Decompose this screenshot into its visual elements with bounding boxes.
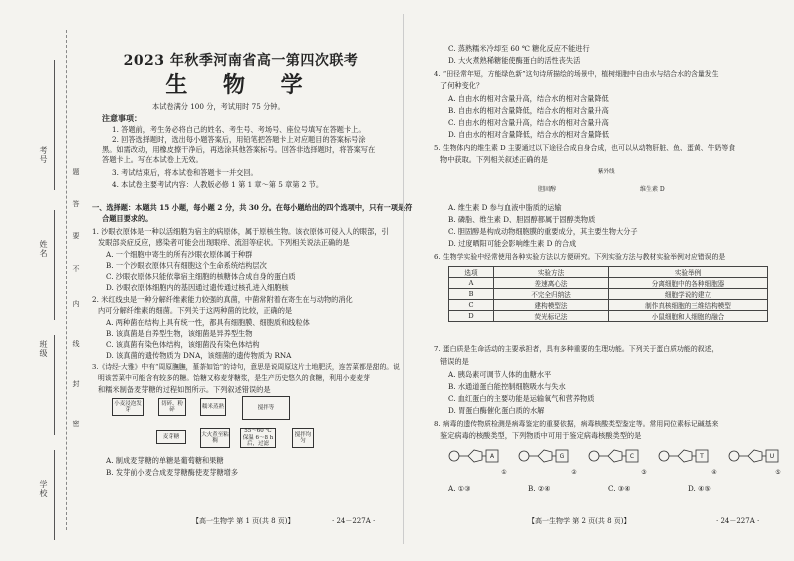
flow-box-chop: 切碎、粉碎 xyxy=(158,398,186,416)
flow-box-soak: 小麦浸泡发芽 xyxy=(112,398,144,416)
flow-box-boil: 大火煮至粘稠 xyxy=(200,428,230,448)
q8-option-a: A. ①③ xyxy=(448,484,471,493)
name-label: 姓名 xyxy=(39,240,48,258)
phosphate-icon xyxy=(519,451,529,461)
seal-char-5: 不 xyxy=(72,265,80,273)
sugar-icon xyxy=(538,450,552,462)
name-line xyxy=(54,210,55,320)
q5-option-a: A. 维生素 D 参与血液中脂质的运输 xyxy=(448,203,562,212)
q6-cell: 差速离心法 xyxy=(494,278,609,289)
phosphate-icon xyxy=(659,451,669,461)
q5-diagram-left: 胆固醇 xyxy=(538,186,557,193)
q6-cell: 制作真核细胞的三维结构模型 xyxy=(609,300,768,311)
q6-cell: A xyxy=(449,278,494,289)
q2-option-d: D. 该真菌的遗传物质为 DNA，该细菌的遗传物质为 RNA xyxy=(106,351,292,360)
seal-char-4: 内 xyxy=(72,300,80,308)
q5-stem-1: 5. 生物体内的维生素 D 主要通过以下途径合成自身合成，也可以从动物肝脏、鱼、蛋黄、牛奶等食 xyxy=(434,144,736,152)
q8-item-3: ③ xyxy=(641,469,647,476)
table-row xyxy=(449,300,768,311)
q8-option-b: B. ②④ xyxy=(528,484,551,493)
seal-char-2: 封 xyxy=(72,380,80,388)
q3-stem-1: 3.《诗经·大雅》中有“周原膴膴，堇荼如饴”的诗句，意思是说周原这片土地肥沃，连苦菜都是甜的。说 xyxy=(92,363,400,371)
q5-option-d: D. 过度晒阳可能会影响维生素 D 的合成 xyxy=(448,239,577,248)
q8-item-4: ④ xyxy=(711,469,717,476)
q6-stem: 6. 生物学实验中经常使用各种实验方法以方便研究。下列实验方法与教材实验举例对应错误的是 xyxy=(434,253,726,261)
q6-header-option: 选项 xyxy=(449,267,494,278)
class-label: 班级 xyxy=(39,340,48,358)
class-line xyxy=(54,335,55,435)
notes-heading: 注意事项： xyxy=(102,113,142,123)
section1-heading-1: 一、选择题：本题共 15 小题，每小题 2 分，共 30 分。在每小题给出的四个选项中，只有一项是符 xyxy=(92,203,413,212)
q3-stem-2: 明该苦菜中可能含有较多的糖。饴糖又称麦芽糖浆，是生产历史悠久的食糖，利用小麦麦芽 xyxy=(98,374,370,382)
q1-option-a: A. 一个细胞中寄生的所有沙眼衣原体属于种群 xyxy=(106,250,253,259)
phosphate-icon xyxy=(589,451,599,461)
q3-stem-3: 和糯米制备麦芽糖的过程如图所示。下列叙述错误的是 xyxy=(98,385,271,394)
q6-table xyxy=(448,266,768,322)
q6-header-example: 实验举例 xyxy=(609,267,768,278)
q1-stem-1: 1. 沙眼衣原体是一种以活细胞为宿主的病原体，属于原核生物。该衣原体可侵入人的眼部，引 xyxy=(92,227,389,236)
q6-cell: 细胞学说的建立 xyxy=(609,289,768,300)
q6-cell: 荧光标记法 xyxy=(494,311,609,322)
school-line xyxy=(54,450,55,540)
phosphate-icon xyxy=(729,451,739,461)
q2-stem-2: 内可分解纤维素的细菌。下列关于这两种菌的比较，正确的是 xyxy=(98,306,293,315)
note-line-4: 答题卡上。写在本试卷上无效。 xyxy=(102,155,203,164)
q6-cell: 小鼠细胞和人细胞的融合 xyxy=(609,311,768,322)
note-line-1: 1. 答题前，考生务必将自己的姓名、考生号、考场号、座位号填写在答题卡上。 xyxy=(112,125,366,134)
q4-stem-1: 4. “田径常年短，方能绿色新”这句诗所描绘的场景中，植树细胞中自由水与结合水的含量发生 xyxy=(434,70,719,78)
footer-left-code: · 24－227A · xyxy=(332,517,376,525)
score-info: 本试卷满分 100 分，考试用时 75 分钟。 xyxy=(152,102,285,111)
phosphate-icon xyxy=(449,451,459,461)
q8-item-5: ⑤ xyxy=(775,469,781,476)
q8-base-4: T xyxy=(700,453,704,460)
subject-title: 生 物 学 xyxy=(165,72,317,98)
table-row xyxy=(449,278,768,289)
q7-option-a: A. 胰岛素可调节人体的血糖水平 xyxy=(448,370,552,379)
sugar-icon xyxy=(678,450,692,462)
q2-option-b: B. 该真菌是自养型生物，该细菌是异养型生物 xyxy=(106,329,253,338)
q7-option-c: C. 血红蛋白的主要功能是运输氧气和营养物质 xyxy=(448,394,595,403)
q6-cell: B xyxy=(449,289,494,300)
section1-heading-2: 合题目要求的。 xyxy=(102,214,153,223)
q8-option-c: C. ③④ xyxy=(608,484,631,493)
q3-option-b: B. 发芽前小麦合成麦芽糖酶使麦芽糖增多 xyxy=(106,468,239,477)
seal-char-3: 线 xyxy=(72,340,80,348)
footer-right-code: · 24－227A · xyxy=(716,517,760,525)
flow-box-mix: 搅拌等 xyxy=(242,396,290,420)
q6-cell: 建构模型法 xyxy=(494,300,609,311)
q8-stem-2: 鉴定病毒的核酸类型，下列物质中可用于鉴定病毒核酸类型的是 xyxy=(440,431,642,440)
q7-option-d: D. 胃蛋白酶催化蛋白质的水解 xyxy=(448,406,545,415)
q5-option-b: B. 磷脂、维生素 D、胆固醇都属于固醇类物质 xyxy=(448,215,596,224)
footer-right: 【高一生物学 第 2 页(共 8 页)】 xyxy=(528,517,631,525)
table-row xyxy=(449,289,768,300)
q3-option-a: A. 制成麦芽糖的单糖是葡萄糖和果糖 xyxy=(106,456,224,465)
q8-base-1: A xyxy=(489,453,495,460)
sugar-icon xyxy=(608,450,622,462)
q7-stem-1: 7. 蛋白质是生命活动的主要承担者，具有多种重要的生理功能。下列关于蛋白质功能的叙述， xyxy=(434,345,719,353)
footer-left: 【高一生物学 第 1 页(共 8 页)】 xyxy=(192,517,295,525)
q5-diagram-arrow-label: 紫外线 xyxy=(598,169,615,175)
q2-stem-1: 2. 米红线虫是一种分解纤维素能力较强的真菌，中菌常附着在寄生在与动物的消化 xyxy=(92,295,353,304)
q3-option-c: C. 蒸熟糯米冷却至 60 ℃ 糖化反应不能进行 xyxy=(448,44,590,53)
note-line-5: 3. 考试结束后，将本试卷和答题卡一并交回。 xyxy=(112,168,258,177)
flow-box-stir: 搅拌均匀 xyxy=(292,428,314,448)
flow-box-maltose: 麦芽糖 xyxy=(156,430,186,444)
q6-cell: C xyxy=(449,300,494,311)
q8-nucleotide-figure xyxy=(444,442,784,482)
q8-item-2: ② xyxy=(571,469,577,476)
table-row xyxy=(449,311,768,322)
q8-base-5: U xyxy=(769,453,775,460)
q6-cell: D xyxy=(449,311,494,322)
note-line-3: 黑。如需改动，用橡皮擦干净后，再选涂其他答案标号。回答非选择题时，将答案写在 xyxy=(102,145,376,154)
q8-stem-1: 8. 病毒的遗传物质检测是病毒鉴定的重要依据，病毒核酸类型鉴定等。常用同位素标记碱基来 xyxy=(434,420,719,428)
q4-option-a: A. 自由水的相对含量升高，结合水的相对含量降低 xyxy=(448,94,609,103)
flow-box-incubate: 55～60 ℃ 保温 6～8 h 后，过滤 xyxy=(240,428,276,448)
q4-option-d: D. 自由水的相对含量降低，结合水的相对含量降低 xyxy=(448,130,610,139)
q6-table-header xyxy=(449,267,768,278)
note-line-2: 2. 回答选择题时，选出每小题答案后，用铅笔把答题卡上对应题目的答案标号涂 xyxy=(112,135,366,144)
seal-dash-line xyxy=(66,30,67,530)
exam-no-line xyxy=(54,60,55,190)
q8-base-3: C xyxy=(629,453,635,460)
q2-option-c: C. 该真菌有染色体结构，该细菌没有染色体结构 xyxy=(106,340,260,349)
binding-margin xyxy=(0,0,92,561)
q7-stem-2: 错误的是 xyxy=(440,357,469,366)
seal-char-7: 答 xyxy=(72,200,80,208)
q5-option-c: C. 胆固醇是构成动物细胞膜的重要成分，其主要生物大分子 xyxy=(448,227,638,236)
sugar-icon xyxy=(468,450,482,462)
note-line-6: 4. 本试卷主要考试内容：人教版必修 1 第 1 章～第 5 章第 2 节。 xyxy=(112,180,324,189)
q1-stem-2: 发眼部炎症反应，感染者可能会出现眼痒、流泪等症状。下列相关说法正确的是 xyxy=(98,238,350,247)
seal-char-8: 题 xyxy=(72,168,80,176)
q1-option-c: C. 沙眼衣原体只能依靠宿主细胞的核糖体合成自身的蛋白质 xyxy=(106,272,296,281)
q3-option-d: D. 大火煮熟稀糖能使酶蛋白的活性丧失活 xyxy=(448,56,581,65)
q2-option-a: A. 两种菌在结构上具有统一性，都具有细胞膜、细胞质和线粒体 xyxy=(106,318,310,327)
q7-option-b: B. 水通道蛋白能控制细胞吸水与失水 xyxy=(448,382,566,391)
q4-stem-2: 了何种变化？ xyxy=(440,81,484,90)
q4-option-c: C. 自由水的相对含量升高，结合水的相对含量升高 xyxy=(448,118,609,127)
left-page xyxy=(92,0,413,561)
page-divider xyxy=(403,14,404,544)
q6-header-method: 实验方法 xyxy=(494,267,609,278)
q1-option-b: B. 一个沙眼衣原体只有细胞这个生命系统结构层次 xyxy=(106,261,267,270)
school-label: 学校 xyxy=(39,480,48,498)
seal-char-6: 要 xyxy=(72,232,80,240)
exam-no-label: 考号 xyxy=(39,146,48,164)
q5-stem-2: 物中获取。下列相关叙述正确的是 xyxy=(440,155,548,164)
seal-char-1: 密 xyxy=(72,420,80,428)
q5-diagram-right: 维生素 D xyxy=(640,186,665,193)
q4-option-b: B. 自由水的相对含量降低，结合水的相对含量升高 xyxy=(448,106,609,115)
q8-item-1: ① xyxy=(501,469,507,476)
right-page xyxy=(418,0,781,561)
flow-box-rice: 糯米蒸熟 xyxy=(200,398,226,416)
q1-option-d: D. 沙眼衣原体细胞内的基因通过遗传通过核孔进入细胞核 xyxy=(106,283,289,292)
q6-cell: 不完全归纳法 xyxy=(494,289,609,300)
exam-title: 2023 年秋季河南省高一第四次联考 xyxy=(123,53,359,69)
q6-cell: 分离细胞中的各种细胞器 xyxy=(609,278,768,289)
sugar-icon xyxy=(748,450,762,462)
q8-base-2: G xyxy=(559,453,565,460)
q8-option-d: D. ④⑤ xyxy=(688,484,711,493)
